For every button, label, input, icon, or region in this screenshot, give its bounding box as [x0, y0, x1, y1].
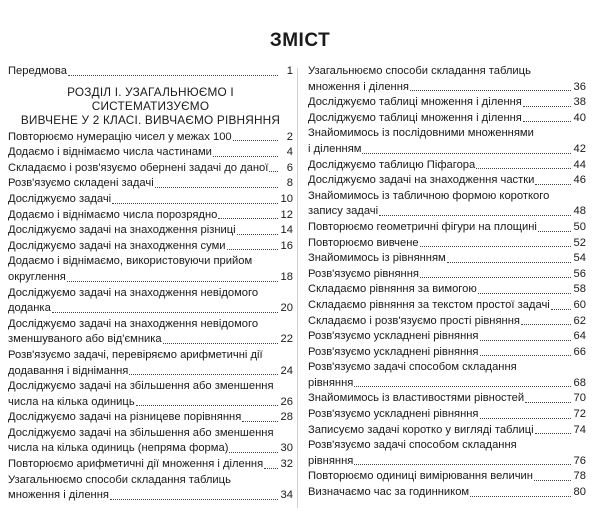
toc-entry-page: 36 — [573, 80, 586, 93]
toc-entry-text: Повторюємо арифметичні дії множення і ділення — [8, 458, 264, 471]
dot-leader — [354, 386, 571, 387]
toc-entry-page: 16 — [280, 239, 293, 252]
toc-entry[interactable] — [8, 176, 293, 192]
toc-entry-text: Повторюємо геометричні фігури на площині — [308, 220, 537, 233]
dot-leader — [110, 499, 278, 500]
toc-entry-text: Розв'язуємо рівняння — [308, 267, 419, 280]
toc-entry-page: 22 — [280, 333, 293, 346]
toc-entry-text: Розв'язуємо ускладнені рівняння — [308, 408, 479, 421]
toc-entry-text: Передмова — [8, 65, 67, 77]
toc-entry-page: 60 — [573, 298, 586, 311]
toc-entry[interactable] — [8, 301, 293, 317]
dot-leader — [227, 249, 278, 250]
toc-list-right — [308, 64, 586, 501]
toc-entry-text: Повторюємо нумерацію чисел у межах 100 — [8, 130, 232, 143]
dot-leader — [535, 433, 571, 434]
toc-entry-text: і діленням — [308, 142, 362, 155]
toc-entry-text: Додаємо і віднімаємо числа порозрядно — [8, 208, 218, 221]
toc-entry-text-line1[interactable]: Досліджуємо задачі на знаходження невідомого — [8, 317, 259, 330]
dot-leader — [538, 231, 571, 232]
toc-entry-text-line1[interactable]: Узагальнюємо способи складання таблиць — [308, 65, 531, 77]
dot-leader — [410, 90, 571, 91]
toc-entry-page: 24 — [280, 364, 293, 377]
toc-entry-text: рівняння — [308, 376, 354, 389]
toc-entry-text: множення і ділення — [8, 489, 109, 502]
dot-leader — [52, 312, 278, 313]
toc-entry-page: 10 — [280, 192, 293, 205]
dot-leader — [447, 262, 571, 263]
toc-entry-page: 4 — [286, 146, 293, 159]
toc-entry-page: 78 — [573, 470, 586, 483]
toc-entry-page: 50 — [573, 220, 586, 233]
dot-leader — [478, 293, 571, 294]
toc-left-column — [8, 64, 293, 504]
toc-entry-text: Досліджуємо таблицю Піфагора — [308, 158, 476, 171]
toc-entry[interactable] — [308, 298, 586, 314]
toc-entry[interactable] — [8, 192, 293, 208]
toc-entry-text: Визначаємо час за годинником — [308, 486, 470, 499]
toc-entry-text: округлення — [8, 270, 66, 283]
toc-entry-page: 28 — [280, 411, 293, 424]
toc-entry-page: 44 — [573, 158, 586, 171]
dot-leader — [229, 452, 278, 453]
dot-leader — [476, 168, 571, 169]
dot-leader — [525, 402, 571, 403]
toc-entry-page: 72 — [573, 408, 586, 421]
toc-entry[interactable] — [308, 111, 586, 127]
toc-entry[interactable] — [8, 441, 293, 457]
dot-leader — [163, 343, 278, 344]
toc-entry-page: 40 — [573, 111, 586, 124]
toc-right-column — [308, 64, 586, 501]
toc-entry[interactable] — [308, 407, 586, 423]
toc-entry-preface[interactable] — [8, 64, 293, 80]
toc-entry-text-line1[interactable]: Знайомимось із табличною формою короткого — [308, 189, 550, 202]
toc-entry-text-line1[interactable]: Досліджуємо задачі на збільшення або зменшення — [8, 380, 274, 393]
toc-entry-text-line1[interactable]: Розв'язуємо задачі способом складання — [308, 439, 517, 452]
toc-entry[interactable] — [308, 236, 586, 252]
toc-entry[interactable] — [8, 332, 293, 348]
toc-entry[interactable] — [8, 364, 293, 380]
toc-entry-text: додавання і віднімання — [8, 364, 129, 377]
toc-entry-page: 12 — [280, 208, 293, 221]
toc-entry[interactable] — [308, 267, 586, 283]
toc-entry[interactable] — [308, 469, 586, 485]
toc-entry-text: Досліджуємо задачі на знаходження різниці — [8, 224, 236, 237]
dot-leader — [129, 374, 278, 375]
toc-entry-text-line1[interactable]: Додаємо і віднімаємо, використовуючи прийом — [8, 255, 253, 268]
toc-entry-text: Знайомимось із властивостями рівностей — [308, 392, 525, 405]
toc-entry-text: Розв'язуємо ускладнені рівняння — [308, 330, 479, 343]
toc-entry-text: Знайомимось із рівнянням — [308, 252, 446, 265]
toc-entry[interactable] — [8, 145, 293, 161]
toc-entry-page: 66 — [573, 345, 586, 358]
toc-entry-page: 34 — [280, 489, 293, 502]
toc-entry[interactable] — [308, 80, 586, 96]
toc-entry[interactable] — [8, 223, 293, 239]
toc-entry[interactable] — [308, 142, 586, 158]
toc-entry-page: 58 — [573, 283, 586, 296]
dot-leader — [218, 218, 278, 219]
toc-entry-text: Досліджуємо задачі на знаходження частки — [308, 174, 535, 187]
dot-leader — [480, 355, 572, 356]
toc-entry-text: доданка — [8, 302, 51, 315]
toc-entry-text-line1[interactable]: Розв'язуємо задачі, перевіряємо арифметичні дії — [8, 348, 263, 361]
dot-leader — [480, 340, 572, 341]
toc-entry-text-line1[interactable]: Досліджуємо задачі на збільшення або зменшення — [8, 426, 274, 439]
dot-leader — [213, 156, 278, 157]
toc-entry-text-line1[interactable]: Досліджуємо задачі на знаходження невідомого — [8, 286, 259, 299]
toc-entry[interactable] — [308, 282, 586, 298]
toc-entry[interactable] — [308, 329, 586, 345]
dot-leader — [534, 480, 571, 481]
toc-entry[interactable] — [308, 485, 586, 501]
toc-entry-text: Розв'язуємо ускладнені рівняння — [308, 345, 479, 358]
toc-entry-text: Досліджуємо таблиці множення і ділення — [308, 96, 522, 109]
dot-leader — [480, 418, 572, 419]
section-heading-line: РОЗДІЛ І. УЗАГАЛЬНЮЄМО І СИСТЕМАТИЗУЄМО — [67, 84, 234, 113]
dot-leader — [155, 187, 278, 188]
dot-leader — [420, 277, 571, 278]
toc-entry-page: 32 — [280, 458, 293, 471]
toc-entry-page: 1 — [286, 65, 293, 77]
dot-leader — [112, 203, 278, 204]
toc-entry-page: 26 — [280, 395, 293, 408]
toc-list-left — [8, 130, 293, 504]
toc-entry[interactable] — [308, 423, 586, 439]
dot-leader — [551, 309, 571, 310]
dot-leader — [242, 421, 278, 422]
toc-entry-text: запису задачі — [308, 205, 379, 218]
toc-entry-page: 54 — [573, 252, 586, 265]
column-divider — [297, 68, 298, 508]
toc-entry-text-line1[interactable]: Розв'язуємо задачі способом складання — [308, 361, 517, 374]
toc-entry-text: зменшуваного або від'ємника — [8, 333, 162, 346]
toc-entry-page: 46 — [573, 174, 586, 187]
toc-entry-text: Складаємо рівняння за текстом простої задачі — [308, 298, 550, 311]
toc-entry-page: 8 — [286, 177, 293, 190]
dot-leader — [68, 75, 278, 76]
toc-entry[interactable] — [308, 345, 586, 361]
dot-leader — [470, 496, 571, 497]
dot-leader — [523, 121, 571, 122]
section-heading — [8, 85, 293, 127]
toc-entry-page: 64 — [573, 330, 586, 343]
toc-entry[interactable] — [308, 376, 586, 392]
toc-entry[interactable] — [8, 488, 293, 504]
page-title: ЗМІСТ — [269, 30, 331, 51]
toc-entry-page: 80 — [573, 486, 586, 499]
toc-entry-text: множення і ділення — [308, 80, 409, 93]
toc-entry-page: 20 — [280, 302, 293, 315]
toc-entry[interactable] — [8, 395, 293, 411]
toc-entry[interactable] — [8, 270, 293, 286]
toc-entry-page: 18 — [280, 270, 293, 283]
toc-entry-page: 70 — [573, 392, 586, 405]
toc-entry-text: Складаємо і розв'язуємо обернені задачі до даної — [8, 161, 269, 174]
toc-entry-text: Повторюємо одиниці вимірювання величин — [308, 470, 533, 483]
toc-entry-text: рівняння — [308, 454, 354, 467]
toc-entry-page: 42 — [573, 142, 586, 155]
toc-entry[interactable] — [308, 314, 586, 330]
toc-entry[interactable] — [308, 220, 586, 236]
toc-entry-text: Досліджуємо таблиці множення і ділення — [308, 111, 522, 124]
toc-entry[interactable] — [308, 95, 586, 111]
dot-leader — [535, 184, 571, 185]
toc-entry[interactable] — [308, 173, 586, 189]
section-heading-line: ВИВЧЕНЕ У 2 КЛАСІ. ВИВЧАЄМО РІВНЯННЯ — [20, 112, 281, 127]
toc-entry-text: Досліджуємо задачі на різницеве порівняння — [8, 411, 242, 424]
dot-leader — [521, 324, 571, 325]
toc-entry-text-line1[interactable]: Узагальнюємо способи складання таблиць — [8, 473, 231, 486]
dot-leader — [264, 468, 278, 469]
toc-entry-page: 76 — [573, 454, 586, 467]
toc-entry[interactable] — [8, 208, 293, 224]
toc-entry-page: 68 — [573, 376, 586, 389]
toc-entry-page: 52 — [573, 236, 586, 249]
dot-leader — [420, 246, 571, 247]
toc-entry-text: Додаємо і віднімаємо числа частинами — [8, 146, 212, 159]
toc-entry-page: 2 — [286, 130, 293, 143]
toc-entry-text: Повторюємо вивчене — [308, 236, 419, 249]
toc-entry-text: Розв'язуємо складені задачі — [8, 177, 154, 190]
toc-entry-page: 38 — [573, 96, 586, 109]
toc-entry[interactable] — [308, 454, 586, 470]
toc-entry[interactable] — [8, 239, 293, 255]
dot-leader — [269, 171, 278, 172]
toc-entry[interactable] — [8, 410, 293, 426]
dot-leader — [237, 234, 278, 235]
toc-entry[interactable] — [308, 251, 586, 267]
dot-leader — [233, 140, 278, 141]
toc-entry-page: 6 — [286, 161, 293, 174]
toc-entry[interactable] — [8, 161, 293, 177]
toc-entry-page: 14 — [280, 224, 293, 237]
toc-entry-text: Досліджуємо задачі на знаходження суми — [8, 239, 226, 252]
toc-entry[interactable] — [8, 130, 293, 146]
toc-entry-text: числа на кілька одиниць (непряма форма) — [8, 442, 229, 455]
toc-entry[interactable] — [8, 457, 293, 473]
toc-entry-page: 56 — [573, 267, 586, 280]
toc-entry[interactable] — [308, 204, 586, 220]
toc-entry[interactable] — [308, 158, 586, 174]
toc-entry-text: Записуємо задачі коротко у вигляді таблиці — [308, 423, 534, 436]
dot-leader — [67, 281, 278, 282]
toc-entry[interactable] — [308, 391, 586, 407]
toc-entry-text: числа на кілька одиниць — [8, 395, 135, 408]
dot-leader — [362, 153, 571, 154]
toc-entry-page: 30 — [280, 442, 293, 455]
dot-leader — [354, 464, 571, 465]
toc-entry-text: Складаємо рівняння за вимогою — [308, 283, 477, 296]
dot-leader — [136, 405, 278, 406]
toc-entry-text: Досліджуємо задачі — [8, 192, 112, 205]
dot-leader — [523, 106, 571, 107]
toc-entry-page: 48 — [573, 205, 586, 218]
toc-entry-text: Складаємо і розв'язуємо прості рівняння — [308, 314, 520, 327]
toc-entry-text-line1[interactable]: Знайомимось із послідовними множеннями — [308, 127, 534, 140]
dot-leader — [379, 215, 571, 216]
toc-entry-page: 74 — [573, 423, 586, 436]
toc-entry-page: 62 — [573, 314, 586, 327]
